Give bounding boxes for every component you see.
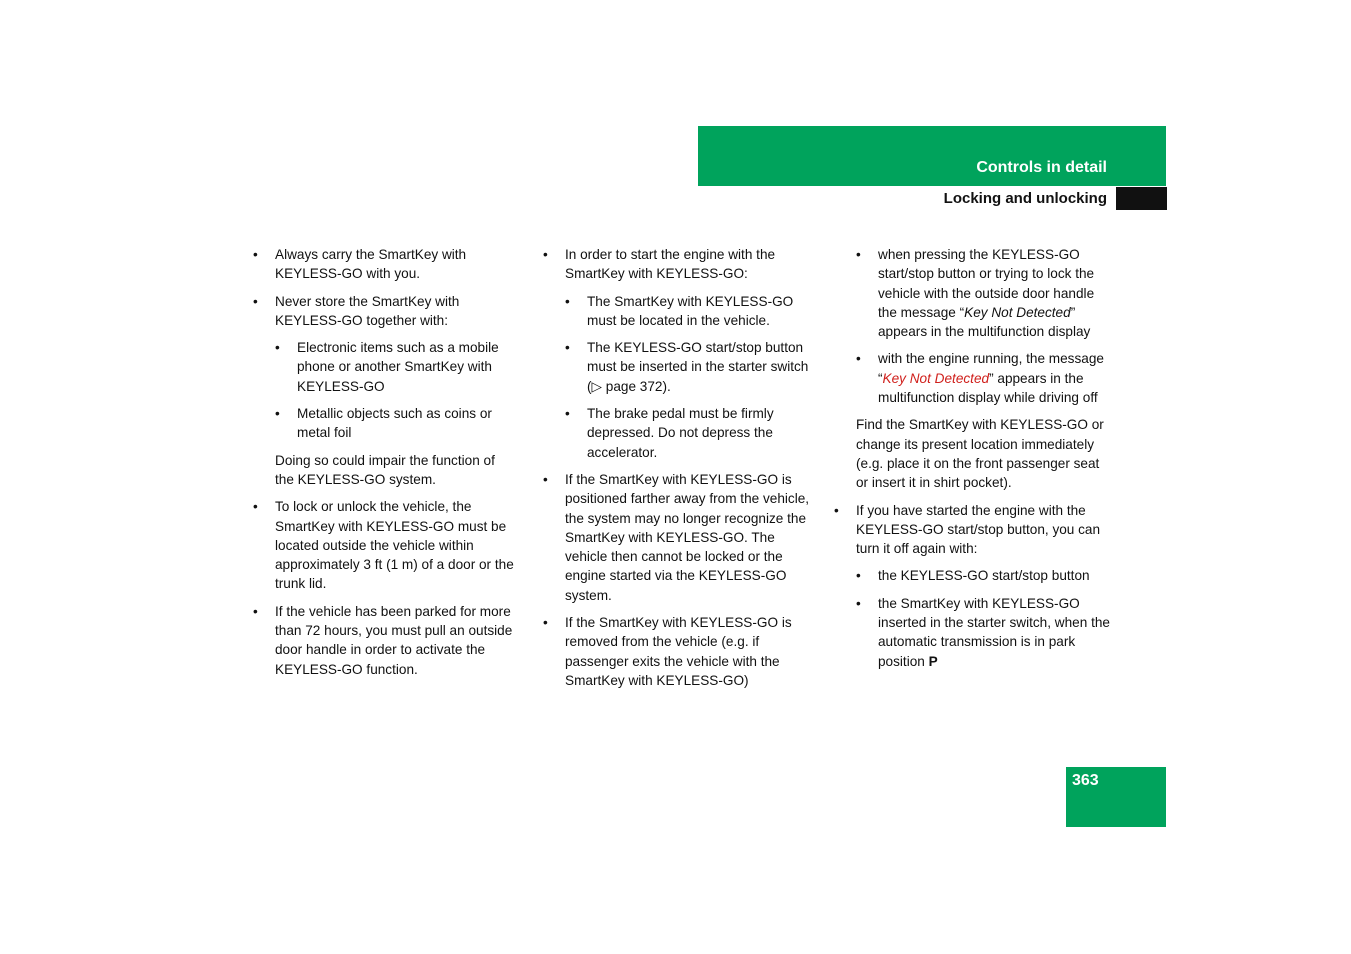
continued-sublist	[834, 245, 1110, 407]
message-key-not-detected-highlight: Key Not Detected	[882, 370, 990, 386]
list-item: • If the SmartKey with KEYLESS-GO is removed from the vehicle (e.g. if passenger exits the vehicle with the SmartKey with KEYLESS-GO)	[543, 613, 817, 690]
list-item: • If the vehicle has been parked for more than 72 hours, you must pull an outside door handle in order to activate the KEYLESS-GO function.	[253, 602, 515, 679]
note-text: Find the SmartKey with KEYLESS-GO or change its present location immediately (e.g. place it on the front passenger seat or insert it in shirt pocket).	[856, 417, 1104, 491]
sub-list-item: • The KEYLESS-GO start/stop button must be inserted in the starter switch (▷ page 372).	[565, 338, 817, 396]
note-text: Doing so could impair the function of the KEYLESS-GO system.	[275, 452, 495, 487]
section-title: Controls in detail	[976, 159, 1107, 176]
sub-list-item: • the KEYLESS-GO start/stop button	[856, 566, 1110, 585]
column-left	[253, 245, 515, 687]
sub-list-item: • the SmartKey with KEYLESS-GO inserted in the starter switch, when the automatic transmission is in park position P	[856, 594, 1110, 671]
column-right	[834, 245, 1110, 679]
header-bar	[698, 126, 1166, 186]
list-item: • If the SmartKey with KEYLESS-GO is positioned farther away from the vehicle, the system may no longer recognize the SmartKey with KEYLESS-GO. The vehicle then cannot be locked or the engine started via the KEYLESS-GO system.	[543, 470, 817, 605]
sub-list-item: • The SmartKey with KEYLESS-GO must be located in the vehicle.	[565, 292, 817, 331]
list-item: • Never store the SmartKey with KEYLESS-GO together with: • Electronic items such as a mobile phone or another SmartKey with KEYLESS-GO • Metallic objects such as coins or metal foil Doing so could impair the function of the KEYLESS-GO system.	[253, 292, 515, 490]
sub-list-item: • Metallic objects such as coins or metal foil	[275, 404, 515, 443]
page-number: 363	[1072, 772, 1099, 789]
list-item: • To lock or unlock the vehicle, the SmartKey with KEYLESS-GO must be located outside the vehicle within approximately 3 ft (1 m) of a door or the trunk lid.	[253, 497, 515, 593]
sub-list-item: • The brake pedal must be firmly depressed. Do not depress the accelerator.	[565, 404, 817, 462]
gear-p-label: P	[928, 653, 938, 669]
message-key-not-detected: Key Not Detected	[964, 304, 1071, 320]
sub-list-item: • when pressing the KEYLESS-GO start/stop button or trying to lock the vehicle with the outside door handle the message “Key Not Detected” appears in the multifunction display	[856, 245, 1110, 341]
list-item: • Always carry the SmartKey with KEYLESS-GO with you.	[253, 245, 515, 284]
column-middle	[543, 245, 817, 698]
list-item: • If you have started the engine with the KEYLESS-GO start/stop button, you can turn it off again with: • the KEYLESS-GO start/stop button • the SmartKey with KEYLESS-GO inserted in the starter switch, when the automatic transmission is in park position P	[834, 501, 1110, 671]
subsection-title: Locking and unlocking	[943, 190, 1107, 207]
sub-list-item: • Electronic items such as a mobile phone or another SmartKey with KEYLESS-GO	[275, 338, 515, 396]
list-item: • In order to start the engine with the SmartKey with KEYLESS-GO: • The SmartKey with KEYLESS-GO must be located in the vehicle. • The KEYLESS-GO start/stop button must be inserted in the starter switch (▷ page 372). • The brake pedal must be firmly depressed. Do not depress the accelerator.	[543, 245, 817, 462]
sub-list-item: • with the engine running, the message “Key Not Detected” appears in the multifunction display while driving off	[856, 349, 1110, 407]
section-tab	[1116, 187, 1167, 210]
